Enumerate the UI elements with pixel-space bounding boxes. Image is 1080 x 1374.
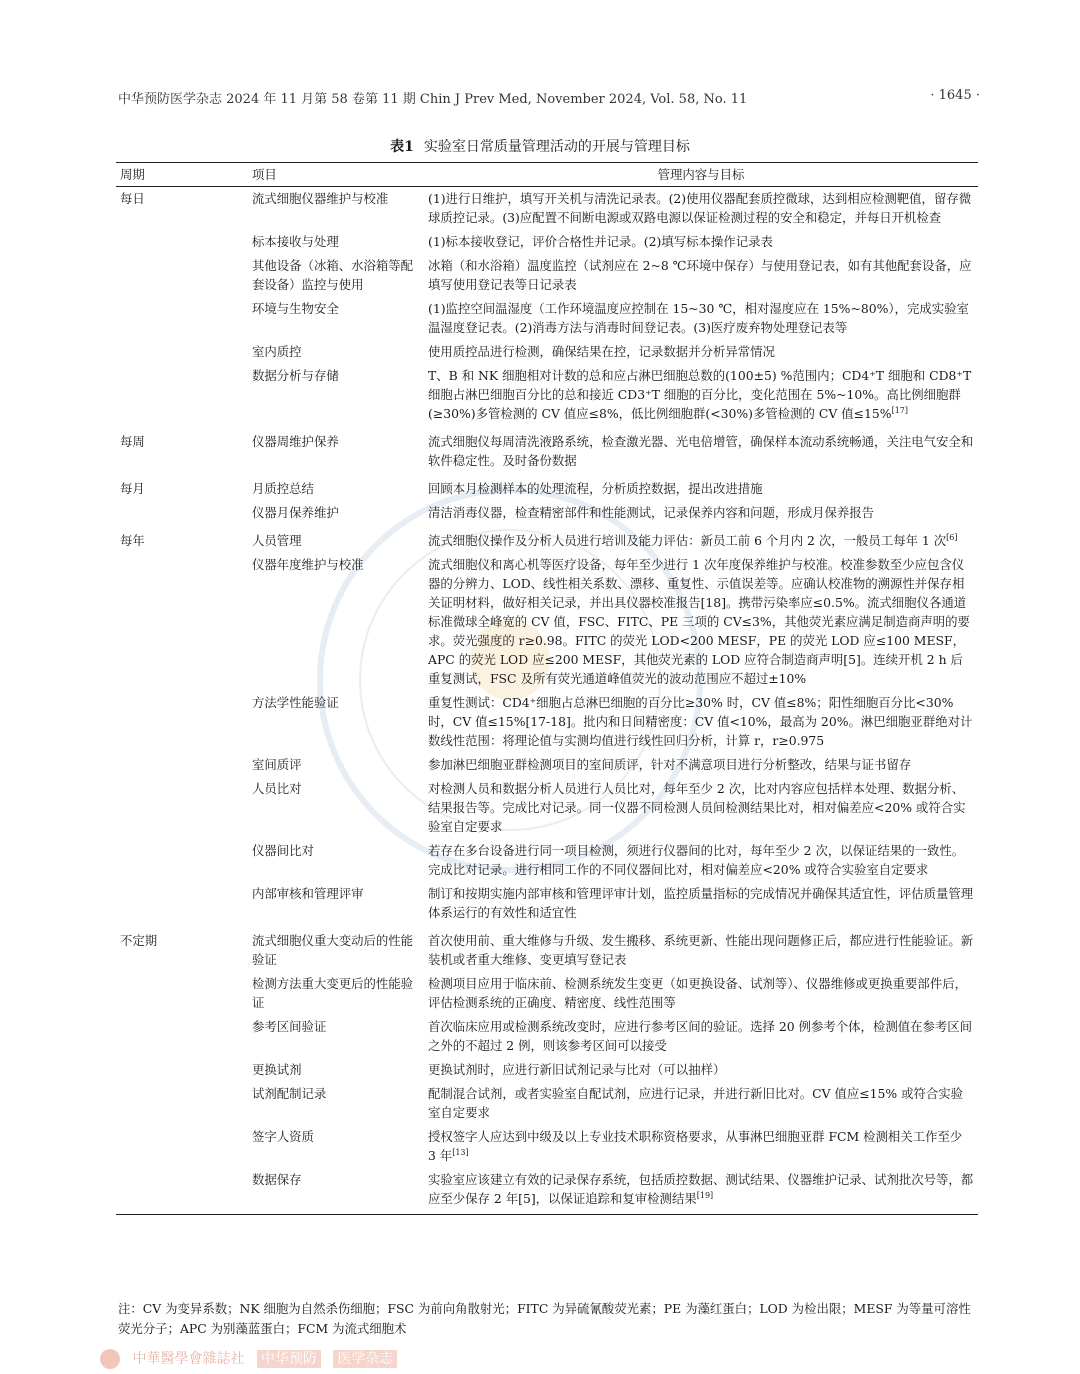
cell-period (116, 1125, 182, 1168)
cell-period (116, 925, 182, 972)
cell-content-text: 首次临床应用或检测系统改变时，应进行参考区间的验证。选择 20 例参考个体，检测值在参考区间之外的不超过 2 例，则该参考区间可以接受 (428, 1019, 973, 1053)
table-row (116, 364, 978, 426)
cell-content (424, 230, 978, 254)
cell-content-text: 授权签字人应达到中级及以上专业技术职称资格要求，从事淋巴细胞亚群 FCM 检测相关工作至少 3 年 (428, 1129, 963, 1163)
cell-period-text: 每日 (120, 191, 145, 206)
cell-period (116, 340, 182, 364)
cell-item (182, 753, 424, 777)
cell-content (424, 473, 978, 501)
cell-item (182, 254, 424, 297)
cell-item-text: 室间质评 (252, 757, 302, 772)
cell-period-text: 每年 (120, 533, 145, 548)
cell-content-text: 参加淋巴细胞亚群检测项目的室间质评，针对不满意项目进行分析整改，结果与证书留存 (428, 757, 912, 772)
cell-item (182, 1125, 424, 1168)
journal-tag-1: 中华预防 (257, 1350, 321, 1368)
table-caption (0, 136, 1080, 156)
cell-item-text: 人员管理 (252, 533, 302, 548)
quality-management-table (116, 162, 978, 1215)
table-row (116, 1058, 978, 1082)
cell-content (424, 254, 978, 297)
table-row (116, 1082, 978, 1125)
cell-item-text: 数据保存 (252, 1172, 302, 1187)
cell-item (182, 553, 424, 691)
cell-item (182, 525, 424, 553)
citation-superscript: [13] (452, 1147, 469, 1157)
cell-item-text: 月质控总结 (252, 481, 314, 496)
column-header-content: 管理内容与目标 (424, 163, 978, 187)
cell-item (182, 340, 424, 364)
cell-item-text: 仪器间比对 (252, 843, 314, 858)
cell-item (182, 426, 424, 473)
citation-superscript: [6] (946, 532, 958, 542)
table-header-row (116, 163, 978, 187)
table-row (116, 882, 978, 925)
cell-period (116, 753, 182, 777)
cell-item (182, 1015, 424, 1058)
cell-item (182, 1082, 424, 1125)
column-header-period: 周期 (116, 163, 182, 187)
cell-item (182, 297, 424, 340)
cell-content (424, 753, 978, 777)
cell-content-text: T、B 和 NK 细胞相对计数的总和应占淋巴细胞总数的(100±5) %范围内；CD4⁺T 细胞和 CD8⁺T 细胞占淋巴细胞百分比的总和接近 CD3⁺T 细胞的百分比，变化范围在 5%~10%。高比例细胞群(≥30%)多管检测的 CV 值应≤8%，低比例细胞群(<30%)多管检测的 CV 值≤15% (428, 368, 972, 421)
cell-item-text: 内部审核和管理评审 (252, 886, 364, 901)
cell-item (182, 230, 424, 254)
cell-content-text: (1)监控空间温湿度（工作环境温度应控制在 15~30 ℃，相对湿度应在 15%~80%），完成实验室温湿度登记表。(2)消毒方法与消毒时间登记表。(3)医疗废弃物处理登记表等 (428, 301, 969, 335)
citation-superscript: [19] (696, 1190, 714, 1200)
table-row (116, 426, 978, 473)
cell-item-text: 室内质控 (252, 344, 302, 359)
table-row (116, 340, 978, 364)
cell-period-text: 不定期 (120, 933, 158, 948)
cell-item-text: 试剂配制记录 (252, 1086, 327, 1101)
cell-item-text: 签字人资质 (252, 1129, 314, 1144)
table-label: 表1 (390, 139, 414, 155)
cell-item (182, 839, 424, 882)
cell-period (116, 426, 182, 473)
table-row (116, 525, 978, 553)
cell-item-text: 流式细胞仪重大变动后的性能验证 (252, 933, 414, 967)
cell-item-text: 数据分析与存储 (252, 368, 339, 383)
cell-period (116, 254, 182, 297)
cell-period (116, 364, 182, 426)
cell-period (116, 1015, 182, 1058)
cell-content-text: 对检测人员和数据分析人员进行人员比对，每年至少 2 次，比对内容应包括样本处理、数据分析、结果报告等。完成比对记录。同一仪器不同检测人员间检测结果比对，相对偏差应<20% 或符合实验室自定要求 (428, 781, 966, 834)
cell-item (182, 777, 424, 839)
journal-citation: 中华预防医学杂志 2024 年 11 月第 58 卷第 11 期 Chin J Prev Med, November 2024, Vol. 58, No. 11 (118, 92, 748, 107)
journal-tag-2: 医学杂志 (333, 1350, 397, 1368)
seal-icon (100, 1349, 120, 1369)
cell-content (424, 501, 978, 525)
cell-content-text: 重复性测试：CD4⁺细胞占总淋巴细胞的百分比≥30% 时，CV 值≤8%；阳性细胞百分比<30% 时，CV 值≤15%[17-18]。批内和日间精密度：CV 值<10%，最高为 20%。淋巴细胞亚群绝对计数线性范围：将理论值与实测均值进行线性回归分析，计算 r，r≥0.975 (428, 695, 973, 748)
cell-content (424, 426, 978, 473)
cell-item-text: 人员比对 (252, 781, 302, 796)
cell-period (116, 553, 182, 691)
cell-item (182, 925, 424, 972)
cell-content-text: 制订和按期实施内部审核和管理评审计划，监控质量指标的完成情况并确保其适宜性，评估质量管理体系运行的有效性和适宜性 (428, 886, 974, 920)
cell-content (424, 972, 978, 1015)
table-row (116, 777, 978, 839)
table-row (116, 1015, 978, 1058)
table-body (116, 187, 978, 1215)
cell-content-text: 实验室应该建立有效的记录保存系统，包括质控数据、测试结果、仪器维护记录、试剂批次号等，都应至少保存 2 年[5]，以保证追踪和复审检测结果 (428, 1172, 974, 1206)
cell-period (116, 473, 182, 501)
cell-item-text: 仪器月保养维护 (252, 505, 339, 520)
cell-period (116, 972, 182, 1015)
cell-period (116, 839, 182, 882)
publisher-name: 中華醫學會雜誌社 (132, 1351, 245, 1367)
cell-period (116, 501, 182, 525)
cell-content-text: 流式细胞仪和离心机等医疗设备，每年至少进行 1 次年度保养维护与校准。校准参数至少应包含仪器的分辨力、LOD、线性相关系数、漂移、重复性、示值误差等。应确认校准物的溯源性并保存相关证明材料，做好相关记录，并出具仪器校准报告[18]。携带污染率应≤0.5%。流式细胞仪各通道标准微球全峰宽的 CV 值，FSC、FITC、PE 三项的 CV≤3%，其他荧光素应满足制造商声明的要求。荧光强度的 r≥0.98。FITC 的荧光 LOD<200 MESF，PE 的荧光 LOD 应≤100 MESF，APC 的荧光 LOD 应≤200 MESF，其他荧光素的 LOD 应符合制造商声明[5]。连续开机 2 h 后重复测试，FSC 及所有荧光通道峰值荧光的波动范围应不超过±10% (428, 557, 970, 686)
table-row (116, 925, 978, 972)
cell-period (116, 1058, 182, 1082)
cell-content-text: 若存在多台设备进行同一项目检测，须进行仪器间的比对，每年至少 2 次，以保证结果的一致性。完成比对记录。进行相同工作的不同仪器间比对，相对偏差应<20% 或符合实验室自定要求 (428, 843, 965, 877)
cell-content-text: 更换试剂时，应进行新旧试剂记录与比对（可以抽样） (428, 1062, 726, 1077)
cell-content-text: 流式细胞仪操作及分析人员进行培训及能力评估：新员工前 6 个月内 2 次，一般员工每年 1 次 (428, 533, 947, 548)
table-row (116, 473, 978, 501)
cell-content (424, 340, 978, 364)
cell-period (116, 297, 182, 340)
table-title: 实验室日常质量管理活动的开展与管理目标 (423, 139, 690, 155)
cell-period (116, 525, 182, 553)
cell-item-text: 环境与生物安全 (252, 301, 339, 316)
cell-item (182, 473, 424, 501)
cell-content (424, 1168, 978, 1215)
cell-content-text: (1)标本接收登记，评价合格性并记录。(2)填写标本操作记录表 (428, 234, 773, 249)
cell-item-text: 参考区间验证 (252, 1019, 327, 1034)
cell-item (182, 501, 424, 525)
table-row (116, 553, 978, 691)
cell-item (182, 972, 424, 1015)
cell-content (424, 525, 978, 553)
column-header-item: 项目 (182, 163, 424, 187)
cell-item-text: 标本接收与处理 (252, 234, 339, 249)
citation-superscript: [17] (891, 405, 908, 415)
cell-item-text: 更换试剂 (252, 1062, 302, 1077)
table-row (116, 187, 978, 231)
cell-period (116, 1082, 182, 1125)
cell-period (116, 230, 182, 254)
cell-item (182, 691, 424, 753)
table-row (116, 254, 978, 297)
table-row (116, 297, 978, 340)
cell-content (424, 839, 978, 882)
cell-period-text: 每周 (120, 434, 145, 449)
cell-period (116, 777, 182, 839)
cell-item-text: 仪器周维护保养 (252, 434, 339, 449)
page-number: · 1645 · (930, 88, 980, 103)
table-row (116, 972, 978, 1015)
cell-item (182, 364, 424, 426)
cell-content-text: 回顾本月检测样本的处理流程，分析质控数据，提出改进措施 (428, 481, 763, 496)
cell-content-text: 清洁消毒仪器，检查精密部件和性能测试，记录保养内容和问题，形成月保养报告 (428, 505, 875, 520)
cell-content-text: 检测项目应用于临床前、检测系统发生变更（如更换设备、试剂等）、仪器维修或更换重要部件后，评估检测系统的正确度、精密度、线性范围等 (428, 976, 967, 1010)
cell-content-text: 使用质控品进行检测，确保结果在控，记录数据并分析异常情况 (428, 344, 775, 359)
cell-period (116, 1168, 182, 1215)
cell-content (424, 777, 978, 839)
running-header (118, 88, 980, 108)
cell-item-text: 方法学性能验证 (252, 695, 339, 710)
table-footnote: 注：CV 为变异系数；NK 细胞为自然杀伤细胞；FSC 为前向角散射光；FITC 为异硫氰酸荧光素；PE 为藻红蛋白；LOD 为检出限；MESF 为等量可溶性荧光分子；APC 为别藻蓝蛋白；FCM 为流式细胞术 (118, 1301, 971, 1336)
cell-period (116, 691, 182, 753)
cell-content (424, 364, 978, 426)
table-row (116, 753, 978, 777)
cell-item-text: 其他设备（冰箱、水浴箱等配套设备）监控与使用 (252, 258, 414, 292)
cell-item-text: 检测方法重大变更后的性能验证 (252, 976, 414, 1010)
cell-content (424, 297, 978, 340)
cell-item (182, 882, 424, 925)
cell-content (424, 882, 978, 925)
cell-period-text: 每月 (120, 481, 145, 496)
cell-item (182, 1168, 424, 1215)
table-row (116, 1125, 978, 1168)
cell-content-text: 冰箱（和水浴箱）温度监控（试剂应在 2~8 ℃环境中保存）与使用登记表，如有其他配套设备，应填写使用登记表等日记录表 (428, 258, 972, 292)
publisher-logo (100, 1348, 500, 1370)
table-row (116, 1168, 978, 1215)
table-row (116, 839, 978, 882)
table-row (116, 230, 978, 254)
cell-item-text: 仪器年度维护与校准 (252, 557, 364, 572)
cell-content (424, 925, 978, 972)
cell-content (424, 553, 978, 691)
cell-content-text: 配制混合试剂，或者实验室自配试剂，应进行记录，并进行新旧比对。CV 值应≤15% 或符合实验室自定要求 (428, 1086, 964, 1120)
cell-content (424, 691, 978, 753)
cell-item (182, 187, 424, 231)
cell-content (424, 1058, 978, 1082)
cell-period (116, 187, 182, 231)
cell-content (424, 1125, 978, 1168)
cell-content (424, 1015, 978, 1058)
table-row (116, 691, 978, 753)
cell-content (424, 1082, 978, 1125)
cell-content (424, 187, 978, 231)
table-row (116, 501, 978, 525)
cell-item-text: 流式细胞仪器维护与校准 (252, 191, 389, 206)
cell-content-text: (1)进行日维护，填写开关机与清洗记录表。(2)使用仪器配套质控微球，达到相应检测靶值，留存微球质控记录。(3)应配置不间断电源或双路电源以保证检测过程的安全和稳定，并每日开机检查 (428, 191, 972, 225)
cell-item (182, 1058, 424, 1082)
cell-content-text: 首次使用前、重大维修与升级、发生搬移、系统更新、性能出现问题修正后，都应进行性能验证。新装机或者重大维修、变更填写登记表 (428, 933, 974, 967)
cell-period (116, 882, 182, 925)
cell-content-text: 流式细胞仪每周清洗液路系统，检查激光器、光电倍增管，确保样本流动系统畅通，关注电气安全和软件稳定性。及时备份数据 (428, 434, 974, 468)
